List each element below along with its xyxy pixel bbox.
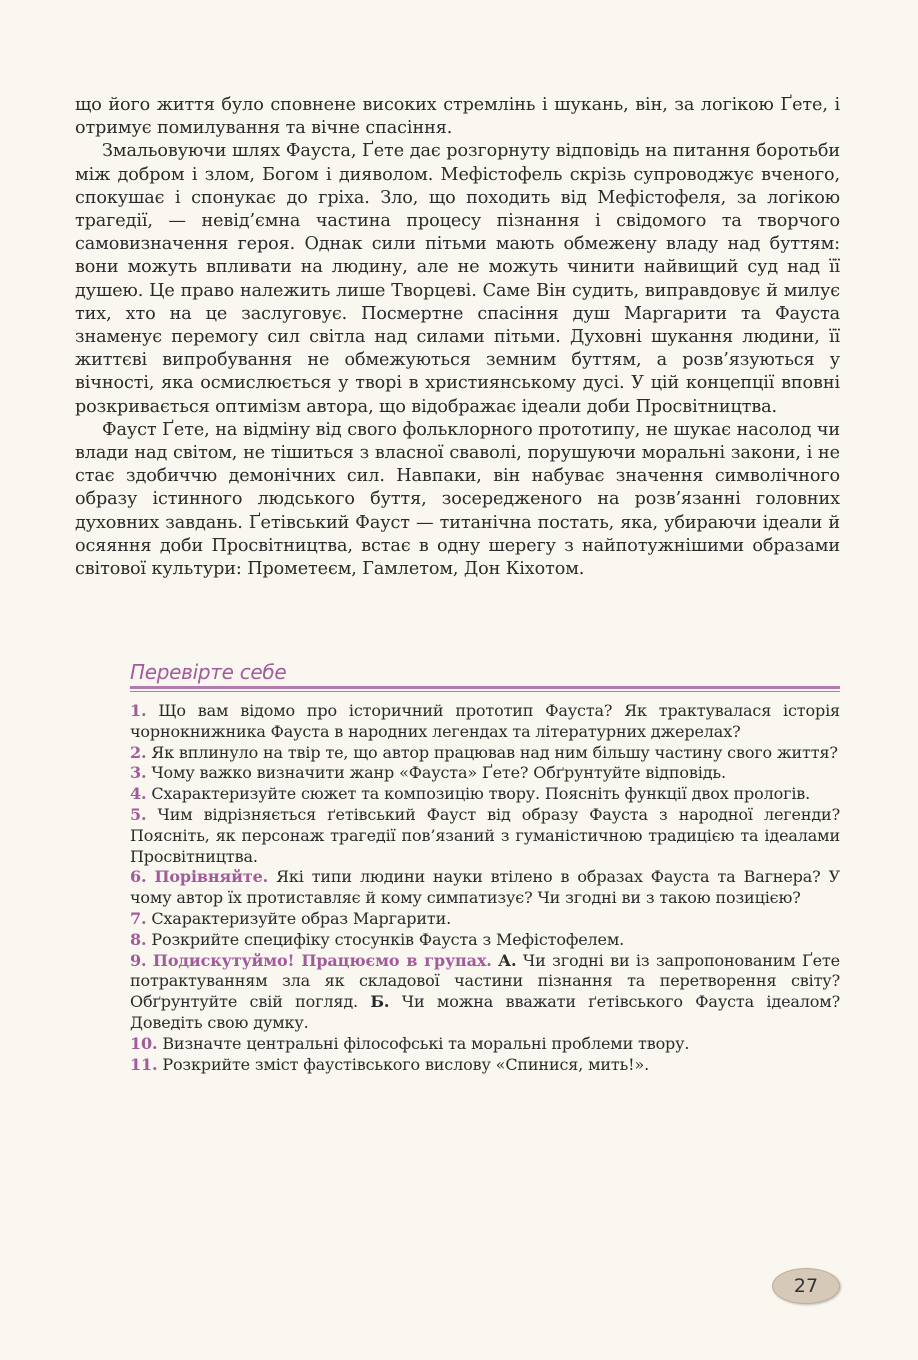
- question-item: [130, 701, 840, 743]
- question-number: 9.: [130, 950, 147, 970]
- self-check-header: [130, 658, 840, 692]
- part-b-label: Б.: [370, 992, 390, 1012]
- question-text: Які типи людини науки втілено в образах Фауста та Вагнера? У чому автор їх протиставляє й кому симпатизує? Чи згодні ви з такою позицією?: [130, 867, 841, 908]
- question-highlight: Подискутуймо! Працюємо в групах.: [152, 950, 492, 970]
- question-number: 5.: [130, 804, 147, 824]
- main-text: [75, 94, 840, 581]
- question-item: [130, 867, 840, 909]
- question-item: [130, 1055, 840, 1076]
- question-item: [130, 763, 840, 784]
- question-item: [130, 930, 840, 951]
- question-number: 1.: [130, 701, 147, 720]
- part-b-text: Чи можна вважати ґетівського Фауста ідеалом? Доведіть свою думку.: [130, 992, 841, 1032]
- paragraph-good-evil: Змальовуючи шлях Фауста, Ґете дає розгорнуту відповідь на питання боротьби між добром і злом, Богом і дияволом. Мефістофель скрізь супроводжує вченого, спокушає і спонукає до гріха. Зло, що походить від Мефістофеля, за логікою трагедії, — невід’ємна частина процесу пізнання і свідомого та творчого самовизначення героя. Однак сили пітьми мають обмежену владу над буттям: вони можуть впливати на людину, але не можуть чинити найвищий суд над її душею. Це право належить лише Творцеві. Саме Він судить, виправдовує й милує тих, хто на це заслуговує. Посмертне спасіння душ Маргарити та Фауста знаменує перемогу сил світла над силами пітьми. Духовні шукання людини, її життєві випробування не обмежуються земним буттям, а розв’язуються у вічності, яка осмислюється у творі в християнському дусі. У цій концепції вповні розкривається оптимізм автора, що відображає ідеали доби Просвітництва.: [75, 141, 840, 417]
- question-item: [130, 784, 840, 805]
- question-number: 8.: [130, 929, 147, 949]
- question-number: 2.: [130, 742, 147, 762]
- divider-thin: [130, 691, 840, 692]
- question-number: 10.: [130, 1033, 158, 1053]
- question-highlight: Порівняйте.: [154, 867, 269, 887]
- question-number: 3.: [130, 763, 147, 783]
- question-item: [130, 1034, 840, 1055]
- question-item: [130, 743, 840, 764]
- question-text: Схарактеризуйте образ Маргарити.: [151, 908, 452, 928]
- question-list: [130, 701, 840, 1075]
- question-number: 7.: [130, 908, 147, 928]
- question-text: Чим відрізняється ґетівський Фауст від образу Фауста з народної легенди? Поясніть, як персонаж трагедії пов’язаний з гуманістичною традицією та ідеалами Просвітництва.: [130, 804, 840, 866]
- question-text: Розкрийте зміст фаустівського вислову «Спинися, мить!».: [162, 1054, 650, 1074]
- question-text: Чому важко визначити жанр «Фауста» Ґете? Обґрунтуйте відповідь.: [151, 763, 726, 783]
- part-a-label: А.: [498, 950, 517, 970]
- page-number-badge: 27: [772, 1268, 840, 1304]
- paragraph-continuation: що його життя було сповнене високих стремлінь і шукань, він, за логікою Ґете, і отримує помилування та вічне спасіння.: [75, 95, 840, 139]
- question-item: [130, 909, 840, 930]
- question-item: [130, 805, 840, 867]
- question-text: Розкрийте специфіку стосунків Фауста з Мефістофелем.: [151, 929, 625, 949]
- question-text: Як вплинуло на твір те, що автор працював над ним більшу частину свого життя?: [151, 742, 838, 762]
- part-a-text: Чи згодні ви із запропонованим Ґете потрактуванням зла як складової частини пізнання та перетворення світу? Обґрунтуйте свій погляд.: [130, 950, 840, 1012]
- divider-thick: [130, 686, 840, 689]
- question-text: Що вам відомо про історичний прототип Фауста? Як трактувалася історія чорнокнижника Фауста в народних легендах та літературних джерелах?: [130, 701, 840, 741]
- question-number: 11.: [130, 1054, 158, 1074]
- question-text: Визначте центральні філософські та моральні проблеми твору.: [162, 1033, 690, 1053]
- question-item: [130, 951, 840, 1034]
- question-number: 6.: [130, 867, 147, 887]
- question-number: 4.: [130, 784, 147, 804]
- paragraph-faust-image: Фауст Ґете, на відміну від свого фольклорного прототипу, не шукає насолод чи влади над світом, не тішиться з власної сваволі, порушуючи моральні закони, і не стає здобиччю демонічних сил. Навпаки, він набуває значення символічного образу істинного людського буття, зосередженого на розв’язанні головних духовних завдань. Ґетівський Фауст — титанічна постать, яка, убираючи ідеали й осяяння доби Просвітництва, встає в одну шерегу з найпотужнішими образами світової культури: Прометеєм, Гамлетом, Дон Кіхотом.: [75, 419, 840, 580]
- self-check-title: Перевірте себе: [130, 660, 287, 684]
- question-text: Схарактеризуйте сюжет та композицію твору. Поясніть функції двох прологів.: [151, 784, 811, 804]
